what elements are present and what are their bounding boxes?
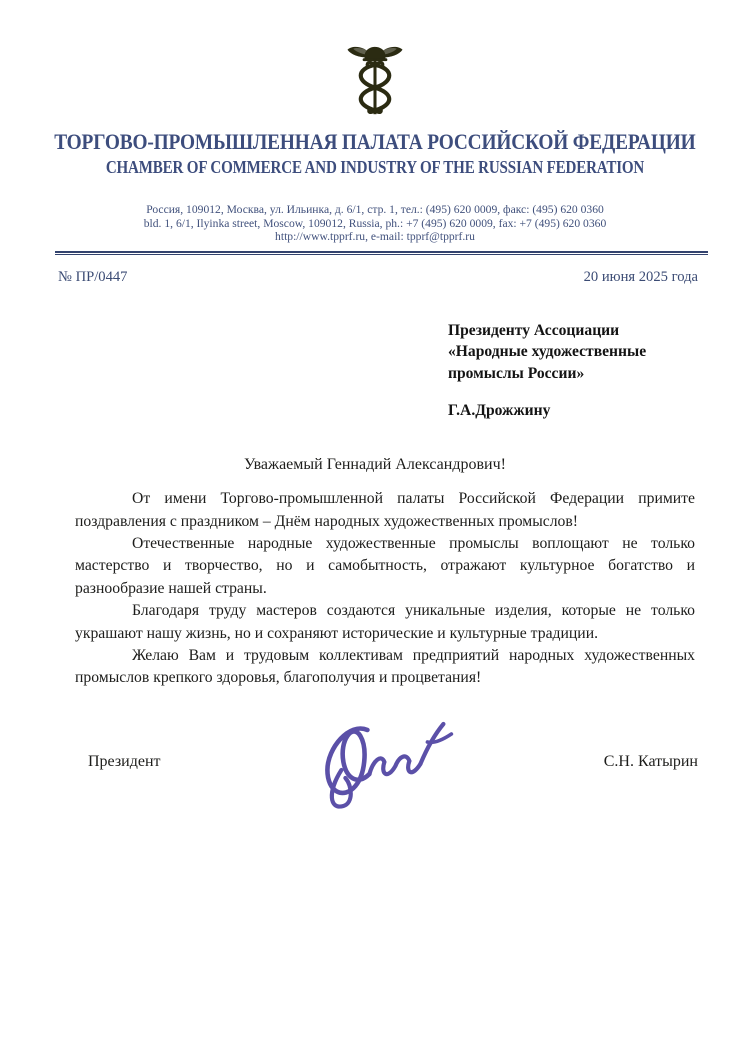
logo-container xyxy=(0,0,750,123)
website-email-line: http://www.tpprf.ru, e-mail: tpprf@tpprf.ru xyxy=(275,230,475,244)
paragraphs-container xyxy=(75,488,695,690)
signature-row xyxy=(88,752,698,772)
letterhead-divider xyxy=(55,251,708,255)
letterhead xyxy=(0,0,750,286)
letter-date: 20 июня 2025 года xyxy=(583,268,698,285)
signer-name: С.Н. Катырин xyxy=(603,752,698,770)
recipient-line: Президенту Ассоциации xyxy=(448,321,620,339)
paragraph-4: Желаю Вам и трудовым коллективам предприятий народных художественных промыслов крепкого здоровья, благополучия и процветания! xyxy=(75,647,695,687)
reference-number: № ПР/0447 xyxy=(58,268,128,285)
reference-row xyxy=(58,268,698,286)
address-line-ru: Россия, 109012, Москва, ул. Ильинка, д. 6/1, стр. 1, тел.: (495) 620 0009, факс: (495) 620 0360 xyxy=(146,203,604,216)
recipient-block xyxy=(448,320,750,385)
recipient-line: промыслы России» xyxy=(448,364,585,382)
handwritten-signature-icon xyxy=(303,714,463,820)
caduceus-logo-icon xyxy=(344,105,406,122)
paragraph-2: Отечественные народные художественные промыслы воплощают не только мастерство и творчество, но и самобытность, отражают культурное богатство и разнообразие нашей страны. xyxy=(75,534,695,597)
recipient-name: Г.А.Дрожжину xyxy=(448,401,551,419)
address-block xyxy=(0,203,750,244)
signer-position: Президент xyxy=(88,752,161,770)
address-line-en: bld. 1, 6/1, Ilyinka street, Moscow, 109012, Russia, ph.: +7 (495) 620 0009, fax: +7 (495) 620 0360 xyxy=(143,216,607,230)
paragraph-1: От имени Торгово-промышленной палаты Российской Федерации примите поздравления с праздником – Днём народных художественных промыслов! xyxy=(75,490,695,530)
paragraph-3: Благодаря труду мастеров создаются уникальные изделия, которые не только украшают нашу жизнь, но и сохраняют исторические и культурные традиции. xyxy=(75,602,695,642)
org-name-ru: ТОРГОВО-ПРОМЫШЛЕННАЯ ПАЛАТА РОССИЙСКОЙ ФЕДЕРАЦИИ xyxy=(54,129,696,154)
recipient-line: «Народные художественные xyxy=(448,343,647,361)
letter-body xyxy=(0,454,750,772)
org-name-en: CHAMBER OF COMMERCE AND INDUSTRY OF THE RUSSIAN FEDERATION xyxy=(105,157,645,177)
salutation: Уважаемый Геннадий Александрович! xyxy=(244,456,506,474)
